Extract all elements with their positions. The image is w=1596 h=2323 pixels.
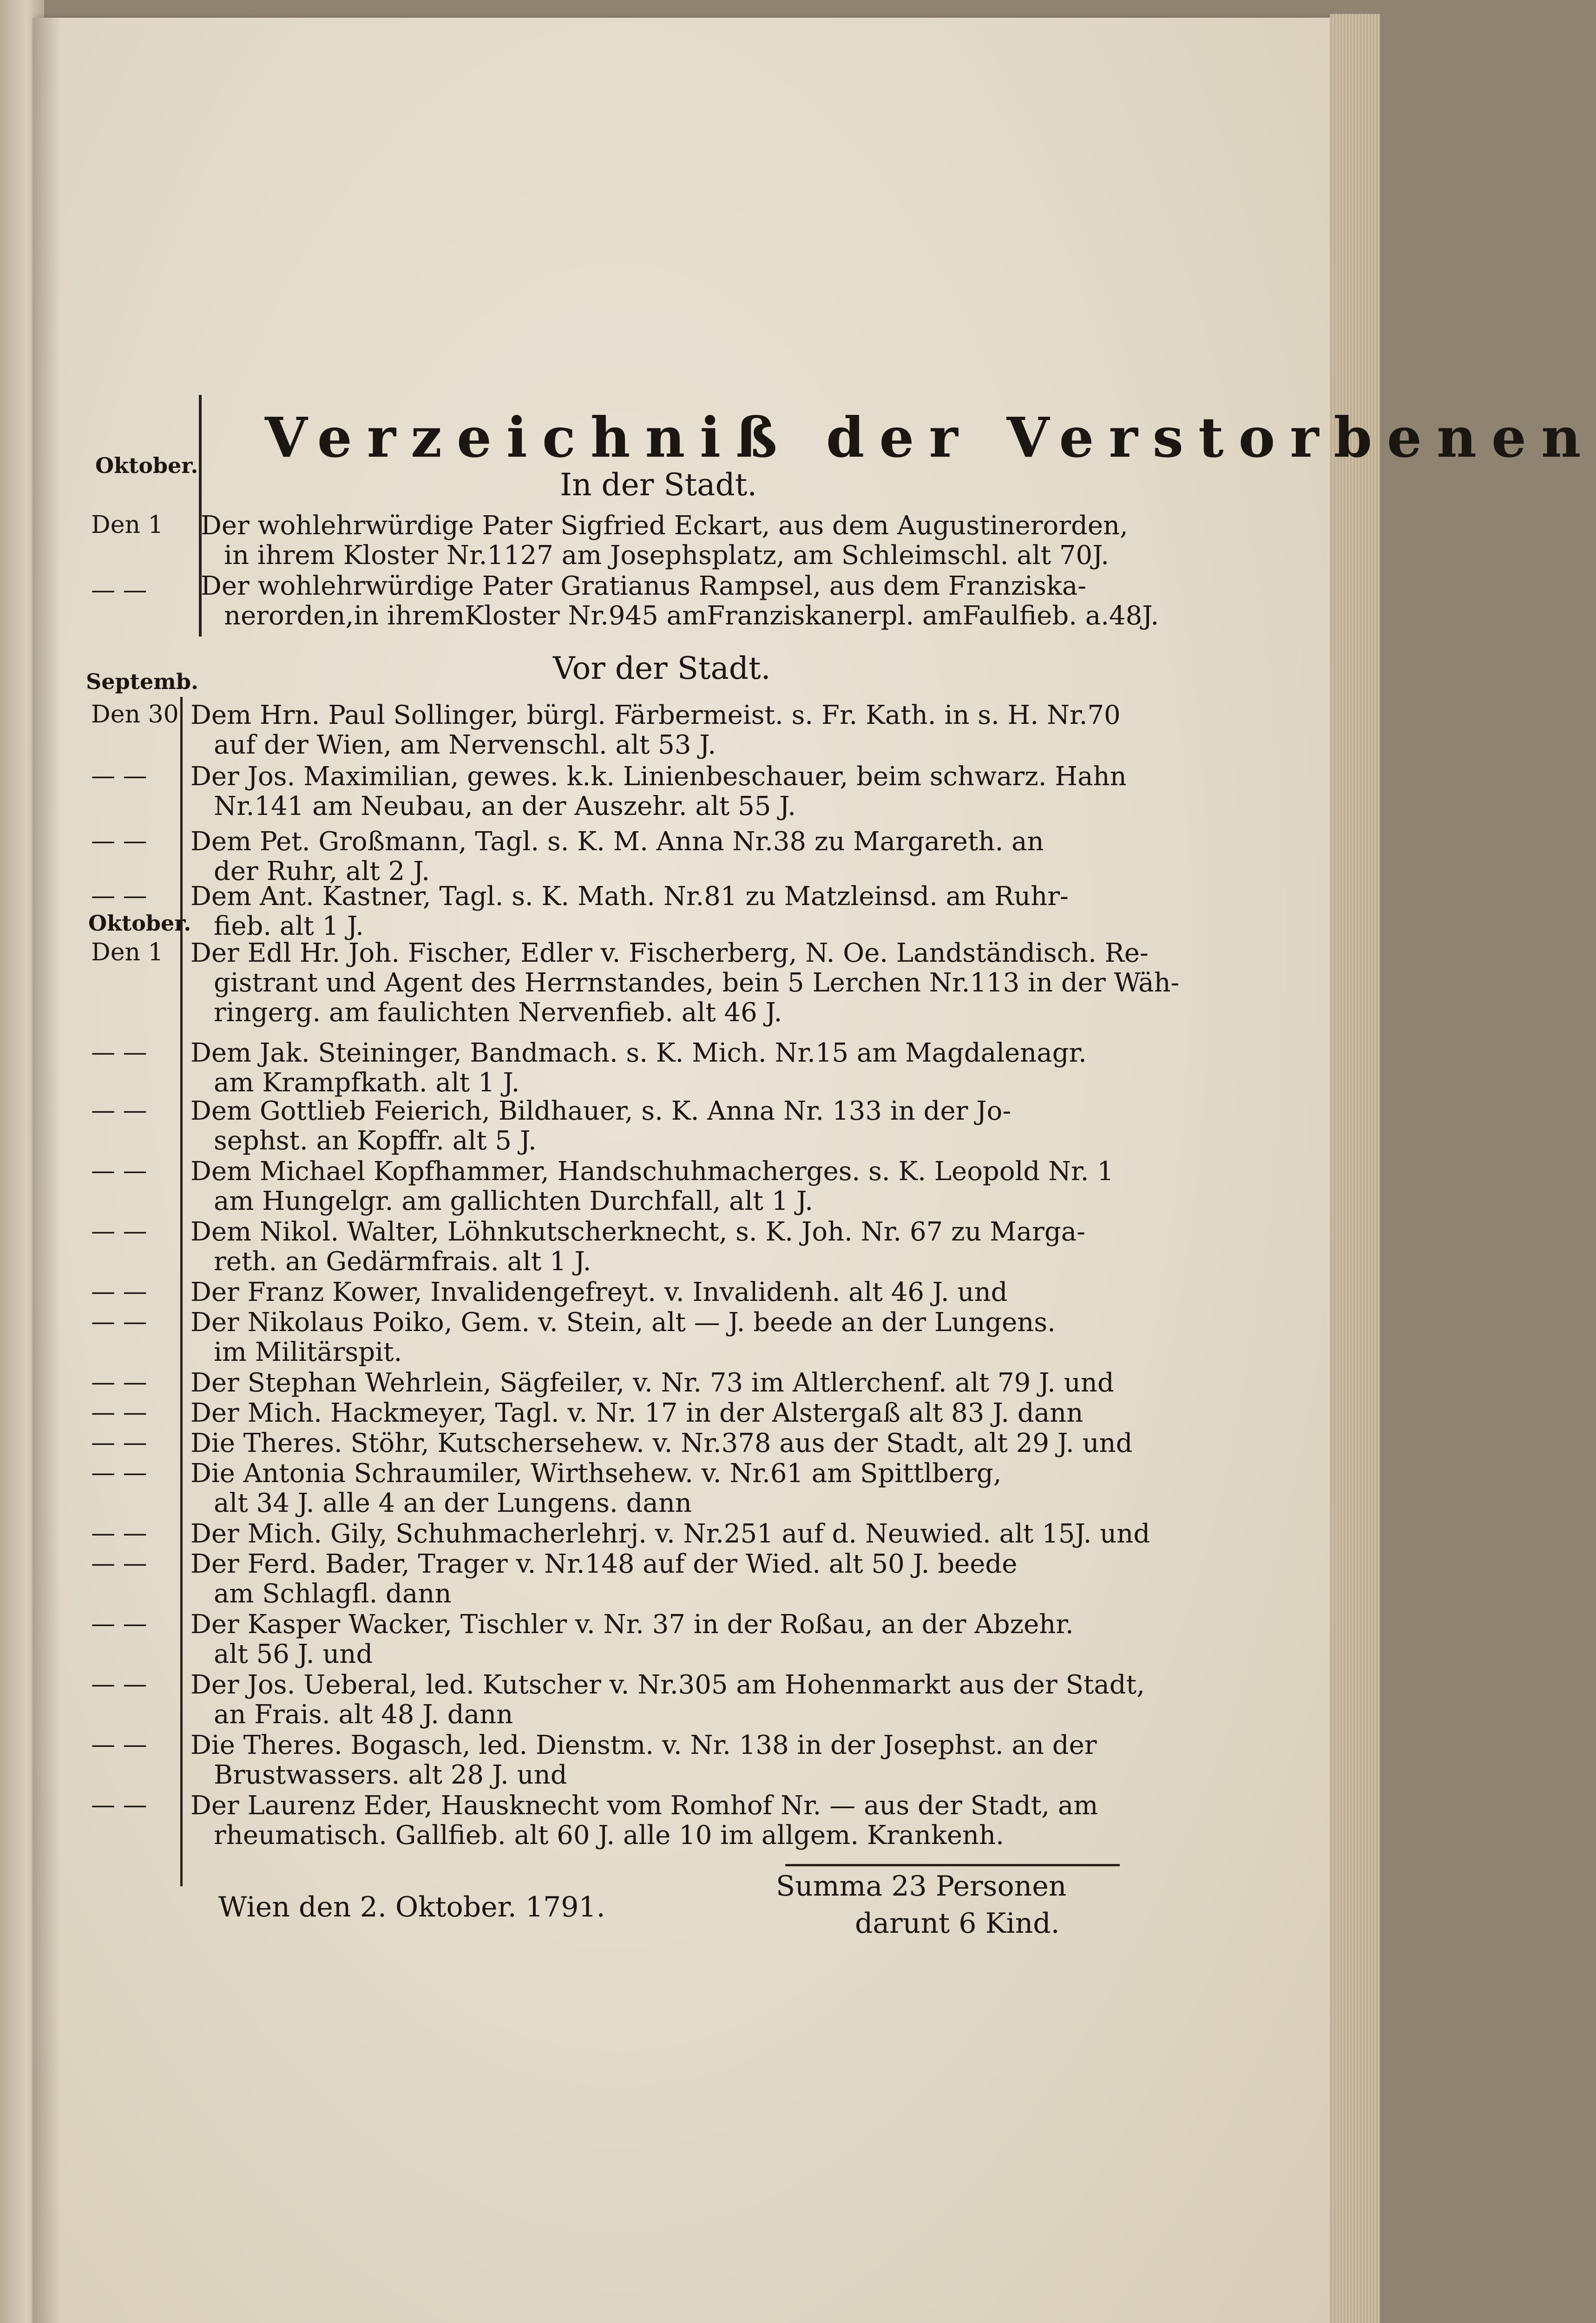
- entry-line: Dem Hrn. Paul Sollinger, bürgl. Färbermeist. s. Fr. Kath. in s. H. Nr.70: [190, 700, 1121, 730]
- entry-line: auf der Wien, am Nervenschl. alt 53 J.: [214, 730, 716, 760]
- entry-line: fieb. alt 1 J.: [214, 911, 364, 941]
- margin-ditto: — —: [91, 1217, 147, 1245]
- page-stack-edge: [1330, 14, 1380, 2323]
- entry-line: Dem Pet. Großmann, Tagl. s. K. M. Anna Nr.38 zu Margareth. an: [190, 827, 1044, 857]
- margin-ditto: — —: [91, 762, 147, 790]
- entry-line: Der Jos. Ueberal, led. Kutscher v. Nr.305 am Hohenmarkt aus der Stadt,: [190, 1670, 1145, 1700]
- margin-ditto: — —: [91, 1549, 147, 1577]
- entry-line: Der Kasper Wacker, Tischler v. Nr. 37 in der Roßau, an der Abzehr.: [190, 1609, 1074, 1640]
- entry-line: am Schlagfl. dann: [214, 1579, 452, 1609]
- margin-ditto: — —: [91, 1038, 147, 1066]
- margin-month-september: Septemb.: [86, 669, 199, 694]
- margin-ditto: — —: [91, 1157, 147, 1185]
- section-heading-outside: Vor der Stadt.: [553, 650, 771, 686]
- margin-ditto: — —: [91, 1278, 147, 1306]
- entry-line: Die Theres. Bogasch, led. Dienstm. v. Nr. 138 in der Josephst. an der: [190, 1730, 1097, 1760]
- entry-line: Der wohlehrwürdige Pater Sigfried Eckart, aus dem Augustinerorden,: [201, 511, 1128, 541]
- margin-ditto: — —: [91, 1791, 147, 1819]
- entry-line: in ihrem Kloster Nr.1127 am Josephsplatz, am Schleimschl. alt 70J.: [224, 540, 1110, 571]
- margin-ditto: — —: [91, 1519, 147, 1547]
- entry-line: Der Jos. Maximilian, gewes. k.k. Linienbeschauer, beim schwarz. Hahn: [190, 761, 1127, 792]
- margin-day-1: Den 1: [91, 511, 164, 539]
- entry-line: im Militärspit.: [214, 1337, 402, 1367]
- entry-line: reth. an Gedärmfrais. alt 1 J.: [214, 1247, 591, 1277]
- footer-summa: Summa 23 Personen: [776, 1870, 1067, 1903]
- entry-line: Der Nikolaus Poiko, Gem. v. Stein, alt — J. beede an der Lungens.: [190, 1307, 1056, 1338]
- entry-line: Nr.141 am Neubau, an der Auszehr. alt 55 J.: [214, 791, 796, 821]
- entry-line: am Hungelgr. am gallichten Durchfall, alt 1 J.: [214, 1186, 814, 1216]
- entry-line: alt 56 J. und: [214, 1639, 373, 1669]
- margin-ditto: — —: [91, 1731, 147, 1759]
- margin-ditto: — —: [91, 1459, 147, 1487]
- margin-day-30: Den 30: [91, 701, 179, 728]
- margin-ditto: — —: [91, 1429, 147, 1457]
- margin-rule-bottom: [180, 697, 183, 1886]
- entry-line: Dem Ant. Kastner, Tagl. s. K. Math. Nr.81 zu Matzleinsd. am Ruhr-: [190, 881, 1069, 912]
- gutter-shadow: [33, 18, 60, 2323]
- margin-ditto: — —: [91, 1610, 147, 1638]
- margin-day-1-b: Den 1: [91, 938, 164, 966]
- margin-ditto: — —: [91, 827, 147, 855]
- document-title: Verzeichniß der Verstorbenen: [265, 405, 1596, 470]
- entry-line: Der Ferd. Bader, Trager v. Nr.148 auf der Wied. alt 50 J. beede: [190, 1549, 1018, 1579]
- entry-line: am Krampfkath. alt 1 J.: [214, 1068, 520, 1098]
- entry-line: ringerg. am faulichten Nervenfieb. alt 46 J.: [214, 997, 782, 1028]
- entry-line: gistrant und Agent des Herrnstandes, bein 5 Lerchen Nr.113 in der Wäh-: [214, 968, 1180, 998]
- margin-ditto: — —: [91, 1398, 147, 1426]
- footer-date: Wien den 2. Oktober. 1791.: [218, 1891, 605, 1923]
- margin-ditto: — —: [91, 1308, 147, 1336]
- margin-ditto: — —: [91, 1096, 147, 1124]
- closing-rule: [785, 1864, 1120, 1866]
- entry-line: Der Laurenz Eder, Hausknecht vom Romhof Nr. — aus der Stadt, am: [190, 1791, 1098, 1821]
- entry-line: Dem Nikol. Walter, Löhnkutscherknecht, s. K. Joh. Nr. 67 zu Marga-: [190, 1217, 1086, 1247]
- entry-line: Der Mich. Gily, Schuhmacherlehrj. v. Nr.251 auf d. Neuwied. alt 15J. und: [190, 1519, 1150, 1549]
- entry-line: Brustwassers. alt 28 J. und: [214, 1760, 567, 1790]
- entry-line: an Frais. alt 48 J. dann: [214, 1700, 513, 1730]
- margin-ditto: — —: [91, 882, 147, 910]
- entry-line: Der Mich. Hackmeyer, Tagl. v. Nr. 17 in der Alstergaß alt 83 J. dann: [190, 1398, 1084, 1428]
- entry-line: Der Franz Kower, Invalidengefreyt. v. Invalidenh. alt 46 J. und: [190, 1277, 1008, 1307]
- margin-ditto: — —: [91, 576, 147, 604]
- entry-line: sephst. an Kopffr. alt 5 J.: [214, 1126, 537, 1156]
- footer-children: darunt 6 Kind.: [855, 1907, 1060, 1940]
- entry-line: Der Edl Hr. Joh. Fischer, Edler v. Fischerberg, N. Oe. Landständisch. Re-: [190, 938, 1149, 968]
- margin-ditto: — —: [91, 1670, 147, 1698]
- margin-month-oktober-2: Oktober.: [88, 911, 191, 936]
- entry-line: alt 34 J. alle 4 an der Lungens. dann: [214, 1488, 692, 1518]
- entry-line: Die Theres. Stöhr, Kutschersehew. v. Nr.378 aus der Stadt, alt 29 J. und: [190, 1428, 1133, 1458]
- margin-ditto: — —: [91, 1368, 147, 1396]
- entry-line: Der Stephan Wehrlein, Sägfeiler, v. Nr. 73 im Altlerchenf. alt 79 J. und: [190, 1368, 1114, 1398]
- entry-line: Dem Michael Kopfhammer, Handschuhmacherges. s. K. Leopold Nr. 1: [190, 1156, 1114, 1187]
- entry-line: rheumatisch. Gallfieb. alt 60 J. alle 10 im allgem. Krankenh.: [214, 1820, 1004, 1851]
- entry-line: Dem Gottlieb Feierich, Bildhauer, s. K. Anna Nr. 133 in der Jo-: [190, 1096, 1011, 1126]
- entry-line: der Ruhr, alt 2 J.: [214, 856, 430, 886]
- entry-line: Die Antonia Schraumiler, Wirthsehew. v. Nr.61 am Spittlberg,: [190, 1458, 1002, 1489]
- entry-line: nerorden,in ihremKloster Nr.945 amFranziskanerpl. amFaulfieb. a.48J.: [224, 601, 1159, 631]
- entry-line: Dem Jak. Steininger, Bandmach. s. K. Mich. Nr.15 am Magdalenagr.: [190, 1038, 1087, 1068]
- margin-month-oktober: Oktober.: [95, 453, 198, 478]
- entry-line: Der wohlehrwürdige Pater Gratianus Rampsel, aus dem Franziska-: [201, 571, 1087, 601]
- section-heading-city: In der Stadt.: [560, 467, 757, 503]
